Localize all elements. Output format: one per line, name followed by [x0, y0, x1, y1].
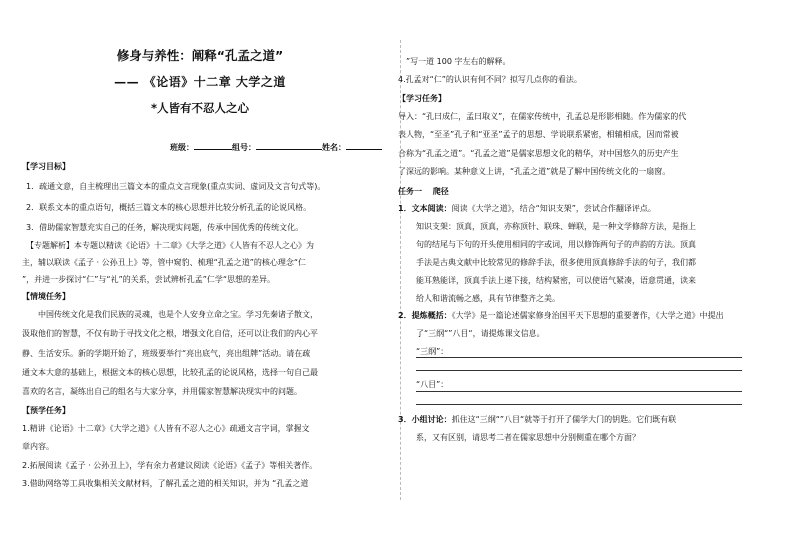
- preview-heading: 【预学任务】: [22, 406, 70, 415]
- intro-line-3: 合称为“孔孟之道”。“孔孟之道”是儒家思想文化的精华，对中国悠久的历史产生: [398, 149, 679, 158]
- sangang-label: “三纲”：: [416, 347, 449, 356]
- name-blank[interactable]: [346, 141, 382, 150]
- page-subtitle: —— 《论语》十二章 大学之道: [114, 75, 286, 89]
- preview-1a: 1.精讲《论语》十二章》《大学之道》《人皆有不忍人之心》疏通文言字词，掌握文: [22, 424, 310, 433]
- item-1-line-b: 知识支架：顶真，顶真，亦称顶针、联珠、蝉联，是一种文学修辞方法，是指上: [416, 222, 696, 231]
- preview-4: 4.孔孟对“仁”的认识有何不同？拟写几点你的看法。: [398, 75, 582, 84]
- item-1-line-c: 句的结尾与下句的开头使用相同的字或词，用以修饰两句子的声韵的方法。顶真: [416, 240, 696, 249]
- group-blank[interactable]: [256, 141, 322, 150]
- situation-heading: 【情境任务】: [22, 292, 70, 301]
- goal-2: 2．联系文本的重点语句，概括三篇文本的核心思想并比较分析孔孟的论说风格。: [26, 203, 312, 212]
- group-label: 组号：: [232, 143, 256, 152]
- item-3-line-a: 3．小组讨论：抓住这“三纲“”八目“就等于打开了儒学大门的钥匙。它们既有联: [398, 415, 677, 424]
- situation-line-2: 汲取他们的智慧，不仅有助于寻找文化之根，增强文化自信，还可以让我们的内心平: [22, 329, 318, 338]
- item-1-line-d: 手法是古典文献中比较常见的修辞手法，很多使用顶真修辞手法的句子，我们都: [416, 258, 696, 267]
- right-column: [400, 0, 794, 560]
- item-1-line-a-label: 1．文本阅读：: [398, 204, 452, 213]
- situation-line-5: 喜欢的名言，凝练出自己的组名与大家分享，并用儒家智慧解决现实中的问题。: [22, 387, 302, 396]
- sangang-answer-line-1[interactable]: [416, 357, 742, 358]
- situation-line-3: 静、生活安乐。新的学期开始了，班级要举行“亮出底气，亮出组牌”活动。请在疏: [22, 349, 311, 358]
- goal-1: 1．疏通文意，自主梳理出三篇文本的重点文言现象(重点实词、虚词及文言句式等)。: [26, 182, 326, 191]
- student-info-row: [170, 141, 382, 153]
- sangang-answer-line-2[interactable]: [416, 370, 742, 371]
- class-blank[interactable]: [194, 141, 232, 150]
- special-analysis-line-2: 主，辅以联读《孟子 · 公孙丑上》等，管中窥豹、梳理“孔孟之道”的核心理念“仁: [22, 258, 307, 267]
- tasks-heading: 【学习任务】: [398, 94, 446, 103]
- bamu-answer-line-2[interactable]: [416, 404, 742, 405]
- page-subsubtitle: *人皆有不忍人之心: [150, 101, 249, 115]
- goal-3: 3．借助儒家智慧充实自己的任务，解决现实问题，传承中国优秀的传统文化。: [26, 223, 304, 232]
- preview-3-continued: ”写一道 100 字左右的解释。: [406, 57, 511, 66]
- name-label: 姓名：: [322, 143, 346, 152]
- intro-line-2: 表人物，“至圣”孔子和“亚圣”孟子的思想、学说联系紧密，相辅相成，因而常被: [398, 130, 679, 139]
- class-label: 班级：: [170, 143, 194, 152]
- bamu-label: “八目”：: [416, 380, 449, 389]
- special-analysis-line-3: ”，并进一步探讨“仁”与“礼”的关系，尝试辨析孔孟”仁学“思想的差异。: [22, 275, 276, 284]
- goals-heading: 【学习目标】: [22, 162, 70, 171]
- item-3-line-a-label: 3．小组讨论：: [398, 415, 452, 424]
- item-2-line-a-label: 2．提炼概括：: [398, 311, 452, 320]
- preview-2: 2.拓展阅读《孟子 · 公孙丑上》，学有余力者建议阅读《论语》《孟子》等相关著作。: [22, 461, 318, 470]
- task-1-heading: 任务一 爬径: [398, 187, 449, 196]
- item-2-line-b: 了“三纲“”八目“，请提炼课文信息。: [416, 329, 545, 338]
- bamu-answer-line-1[interactable]: [416, 391, 742, 392]
- page-title: 修身与养性：阐释“孔孟之道”: [116, 48, 284, 63]
- item-1-line-a: 1．文本阅读：阅读《大学之道》，结合“知识支架”，尝试合作翻译评点。: [398, 204, 656, 213]
- item-1-line-f: 给人和谐流畅之感，具有节律整齐之美。: [416, 294, 560, 303]
- preview-1b: 章内容。: [22, 442, 54, 451]
- special-analysis-line-1: 【专题解析】本专题以精读《论语》十二章》《大学之道》《人皆有不忍人之心》为: [26, 241, 314, 250]
- item-2-line-a: 2．提炼概括：《大学》是一篇论述儒家修身治国平天下思想的重要著作，《大学之道》中提出: [398, 311, 724, 320]
- situation-line-4: 通文本大意的基础上，根据文本的核心思想，比较孔孟的论说风格，选择一句自己最: [22, 368, 318, 377]
- intro-line-1: 导入：“孔曰成仁，孟曰取义”，在儒家传统中，孔孟总是形影相随。作为儒家的代: [398, 112, 687, 121]
- preview-3: 3.借助网络等工具收集相关文献材料，了解孔孟之道的相关知识，并为 “孔孟之道: [22, 479, 309, 488]
- item-1-line-e: 能耳熟能详，顶真手法上递下接，结构紧密，可以使语气紧凑，语意贯通，读来: [416, 276, 696, 285]
- item-3-line-b: 系，又有区别，请思考二者在儒家思想中分别侧重在哪个方面？: [416, 433, 640, 442]
- situation-line-1: 中国传统文化是我们民族的灵魂，也是个人安身立命之宝。学习先秦诸子散文，: [22, 310, 318, 319]
- intro-line-4: 了深远的影响。某种意义上讲，“孔孟之道”就是了解中国传统文化的一扇窗。: [398, 167, 671, 176]
